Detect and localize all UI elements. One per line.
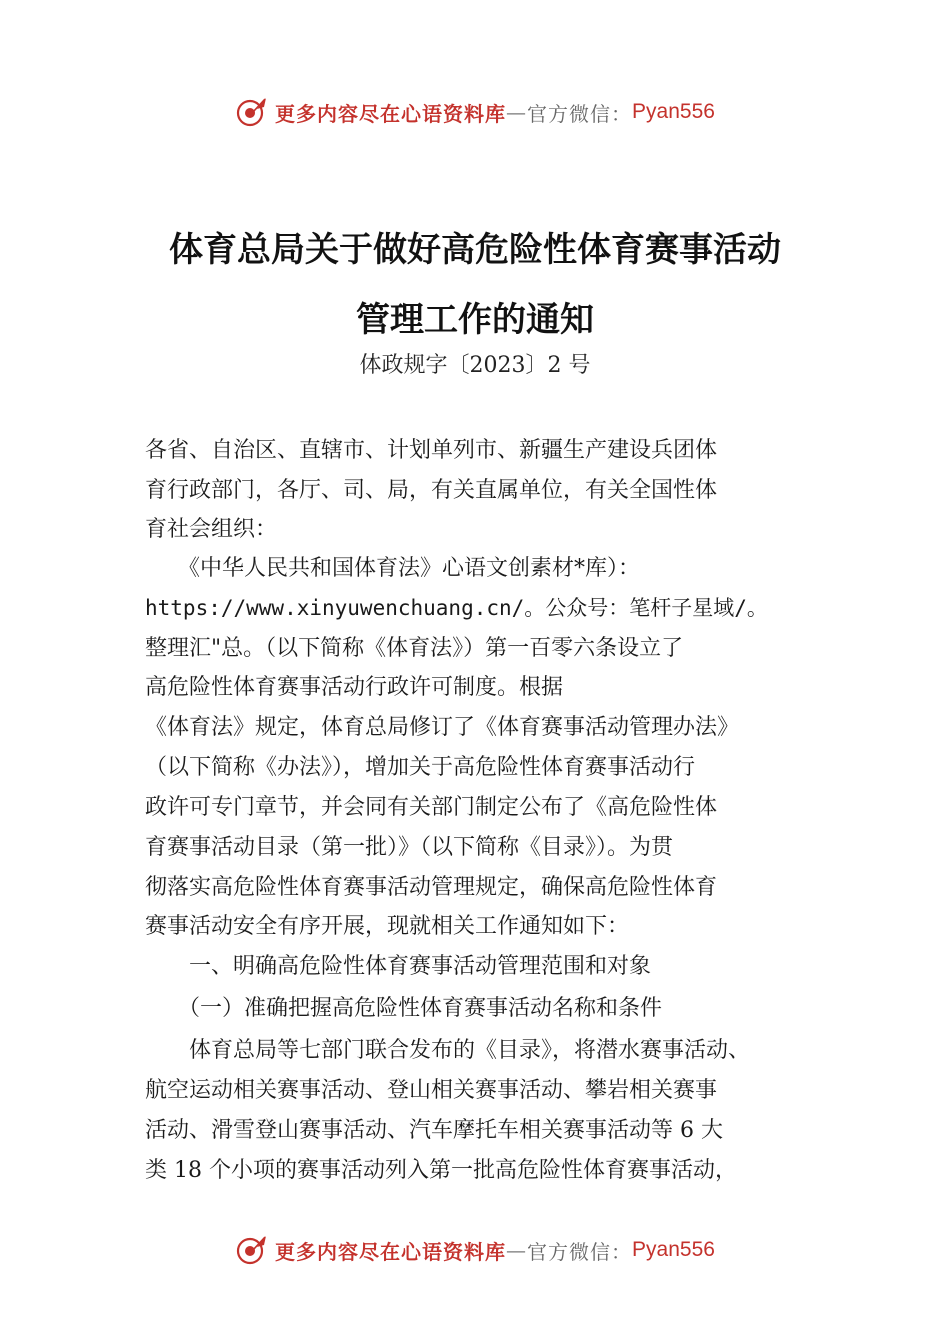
body-line: 彻落实高危险性体育赛事活动管理规定，确保高危险性体育 (145, 875, 718, 900)
body-line: 类 18 个小项的赛事活动列入第一批高危险性体育赛事活动， (145, 1158, 737, 1183)
body-line: 体育总局等七部门联合发布的《目录》，将潜水赛事活动、 (145, 1038, 751, 1063)
body-line: 《中华人民共和国体育法》心语文创素材*库）： (145, 556, 641, 581)
document-title-line-1: 体育总局关于做好高危险性体育赛事活动 (169, 230, 781, 270)
banner-wechat-id: Pyan556 (632, 100, 715, 123)
banner-dash: — (506, 100, 528, 124)
section-heading-1: 一、明确高危险性体育赛事活动管理范围和对象 (145, 954, 652, 979)
body-line: 赛事活动安全有序开展，现就相关工作通知如下： (145, 914, 630, 939)
banner-wechat-id: Pyan556 (632, 1238, 715, 1261)
document-title-line-2: 管理工作的通知 (356, 300, 594, 340)
quill-logo-icon (235, 1233, 269, 1267)
body-line: 各省、自治区、直辖市、计划单列市、新疆生产建设兵团体 (145, 438, 718, 463)
body-line: 《体育法》规定，体育总局修订了《体育赛事活动管理办法》 (145, 715, 740, 740)
quill-logo-icon (235, 95, 269, 129)
banner-official-label: 官方微信： (527, 101, 633, 126)
body-line: 育赛事活动目录（第一批）》（以下简称《目录》）。为贯 (145, 835, 674, 860)
body-line: 政许可专门章节，并会同有关部门制定公布了《高危险性体 (145, 795, 718, 820)
body-line: 育社会组织： (145, 517, 278, 542)
body-line: 高危险性体育赛事活动行政许可制度。根据 (145, 675, 564, 700)
watermark-banner-bottom (0, 1233, 950, 1267)
subsection-heading-1: （一）准确把握高危险性体育赛事活动名称和条件 (145, 996, 663, 1021)
banner-official-label: 官方微信： (527, 1239, 633, 1264)
document-number: 体政规字〔2023〕2 号 (359, 353, 591, 378)
body-line: 活动、滑雪登山赛事活动、汽车摩托车相关赛事活动等 6 大 (145, 1118, 723, 1143)
body-line: （以下简称《办法》），增加关于高危险性体育赛事活动行 (145, 755, 696, 780)
body-line: 航空运动相关赛事活动、登山相关赛事活动、攀岩相关赛事 (145, 1078, 718, 1103)
body-line: 育行政部门，各厅、司、局，有关直属单位，有关全国性体 (145, 478, 718, 503)
banner-main-text: 更多内容尽在心语资料库 (275, 101, 507, 126)
banner-main-text: 更多内容尽在心语资料库 (275, 1239, 507, 1264)
watermark-banner-top (0, 95, 950, 129)
body-line-url: https://www.xinyuwenchuang.cn/。公众号：笔杆子星域/。 (145, 596, 768, 620)
banner-dash: — (506, 1238, 528, 1262)
body-line: 整理汇"总。（以下简称《体育法》）第一百零六条设立了 (145, 636, 684, 661)
